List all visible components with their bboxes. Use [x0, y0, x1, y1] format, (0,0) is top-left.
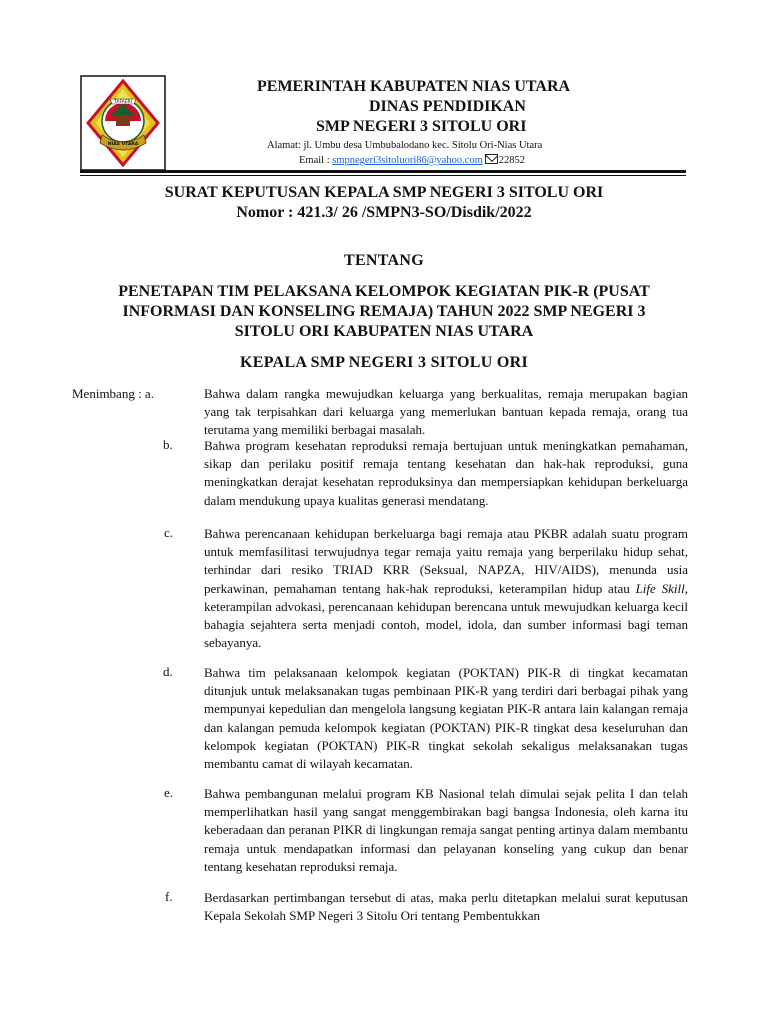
letterhead-school: SMP NEGERI 3 SITOLU ORI [316, 118, 527, 135]
item-letter-b: b. [163, 437, 173, 452]
postal-code: 22852 [498, 155, 526, 166]
decree-number: Nomor : 421.3/ 26 /SMPN3-SO/Disdik/2022 [236, 204, 532, 221]
item-c-text-italic: Life Skill [635, 580, 685, 596]
coat-of-arms-icon [80, 75, 166, 171]
coat-of-arms-logo [80, 75, 166, 171]
letterhead-divider-thick [80, 170, 686, 173]
letterhead-department: DINAS PENDIDIKAN [369, 98, 526, 115]
item-letter-e: e. [164, 785, 174, 800]
considering-label: Menimbang : a. [72, 386, 154, 401]
email-link[interactable]: smpnegeri3sitoluori86@yahoo.com [332, 155, 483, 166]
logo-banner-text: TAFAERI [113, 100, 133, 105]
considering-item-c [204, 525, 688, 652]
decree-official: KEPALA SMP NEGERI 3 SITOLU ORI [239, 354, 529, 371]
letterhead-address: Alamat: jl. Umbu desa Umbubalodano kec. Sitolu Ori-Nias Utara [267, 140, 543, 151]
considering-item-a: Bahwa dalam rangka mewujudkan keluarga yang berkualitas, remaja merupakan bagian yang tak terpisahkan dari keluarga yang memerlukan bantuan kepada remaja, orang tua terutama yang memiliki berbagai masalah. [204, 386, 688, 438]
letterhead-divider-thin [80, 175, 686, 176]
item-letter-c: c. [164, 525, 174, 540]
logo-scroll-text: NIAS UTARA [107, 142, 139, 147]
considering-item-b: Bahwa program kesehatan reproduksi remaja bertujuan untuk meningkatkan pemahaman, sikap dan perilaku positif remaja tentang kesehatan dan hak-hak reproduksi, guna meningkatkan derajat kesehatan reproduksinya dan mempersiapkan kehidupan berkeluarga dalam mendukung upaya kualitas generasi mendatang. [204, 438, 688, 508]
item-c-text-before: Bahwa perencanaan kehidupan berkeluarga bagi remaja atau PKBR adalah suatu program untuk memfasilitasi terwujudnya tegar remaja yaitu remaja yang berperilaku hidup sehat, terhindar dari resiko TRIAD KRR (Seksual, NAPZA, HIV/AIDS), menunda usia perkawinan, pemahaman tentang hak-hak reproduksi, keterampilan hidup atau [204, 526, 688, 596]
decree-subject-line2: INFORMASI DAN KONSELING REMAJA) TAHUN 2022 SMP NEGERI 3 [122, 303, 646, 320]
envelope-icon [485, 154, 498, 164]
considering-item-f: Berdasarkan pertimbangan tersebut di atas, maka perlu ditetapkan melalui surat keputusan Kepala Sekolah SMP Negeri 3 Sitolu Ori tentang Pembentukkan [204, 890, 688, 924]
considering-item-e: Bahwa pembangunan melalui program KB Nasional telah dimulai sejak pelita I dan telah memperlihatkan hasil yang sangat menggembirakan bagi bangsa Indonesia, oleh karna itu keberadaan dan peranan PIKR di lingkungan remaja sangat penting artinya dalam membantu remaja untuk mendapatkan informasi dan pelayanan konseling yang cukup dan benar tentang kesehatan reproduksi remaja. [204, 786, 688, 874]
item-letter-f: f. [165, 889, 173, 904]
item-letter-d: d. [163, 664, 173, 679]
decree-title: SURAT KEPUTUSAN KEPALA SMP NEGERI 3 SITOLU ORI [164, 184, 604, 201]
email-label: Email : [299, 155, 333, 166]
letterhead-government: PEMERINTAH KABUPATEN NIAS UTARA [257, 78, 571, 95]
considering-item-d: Bahwa tim pelaksanaan kelompok kegiatan (POKTAN) PIK-R di tingkat kecamatan ditunjuk untuk melaksanakan tugas pembinaan PIK-R yang terdiri dari berbagai pihak yang mempunyai kepedulian dan mengelola langsung kegiatan PIK-R antara lain kalangan remaja dan kalangan pemuda kelompok kegiatan (POKTAN) PIK-R tingkat desa keseluruhan dan kelompok kegiatan (POKTAN) PIK-R tingkat sekolah sekaligus melaksanakan tugas membantu camat di wilayah kecamatan. [204, 665, 688, 772]
item-c-text-after: , keterampilan advokasi, perencanaan kehidupan berencana untuk mewujudkan keluarga kecil bahagia sejahtera serta menjadi contoh, model, idola, dan sumber informasi bagi teman sebayanya. [204, 580, 688, 651]
decree-tentang: TENTANG [343, 252, 425, 269]
decree-subject-line3: SITOLU ORI KABUPATEN NIAS UTARA [234, 323, 534, 340]
decree-subject-line1: PENETAPAN TIM PELAKSANA KELOMPOK KEGIATAN PIK-R (PUSAT [118, 283, 650, 300]
letterhead-contact [299, 154, 525, 166]
